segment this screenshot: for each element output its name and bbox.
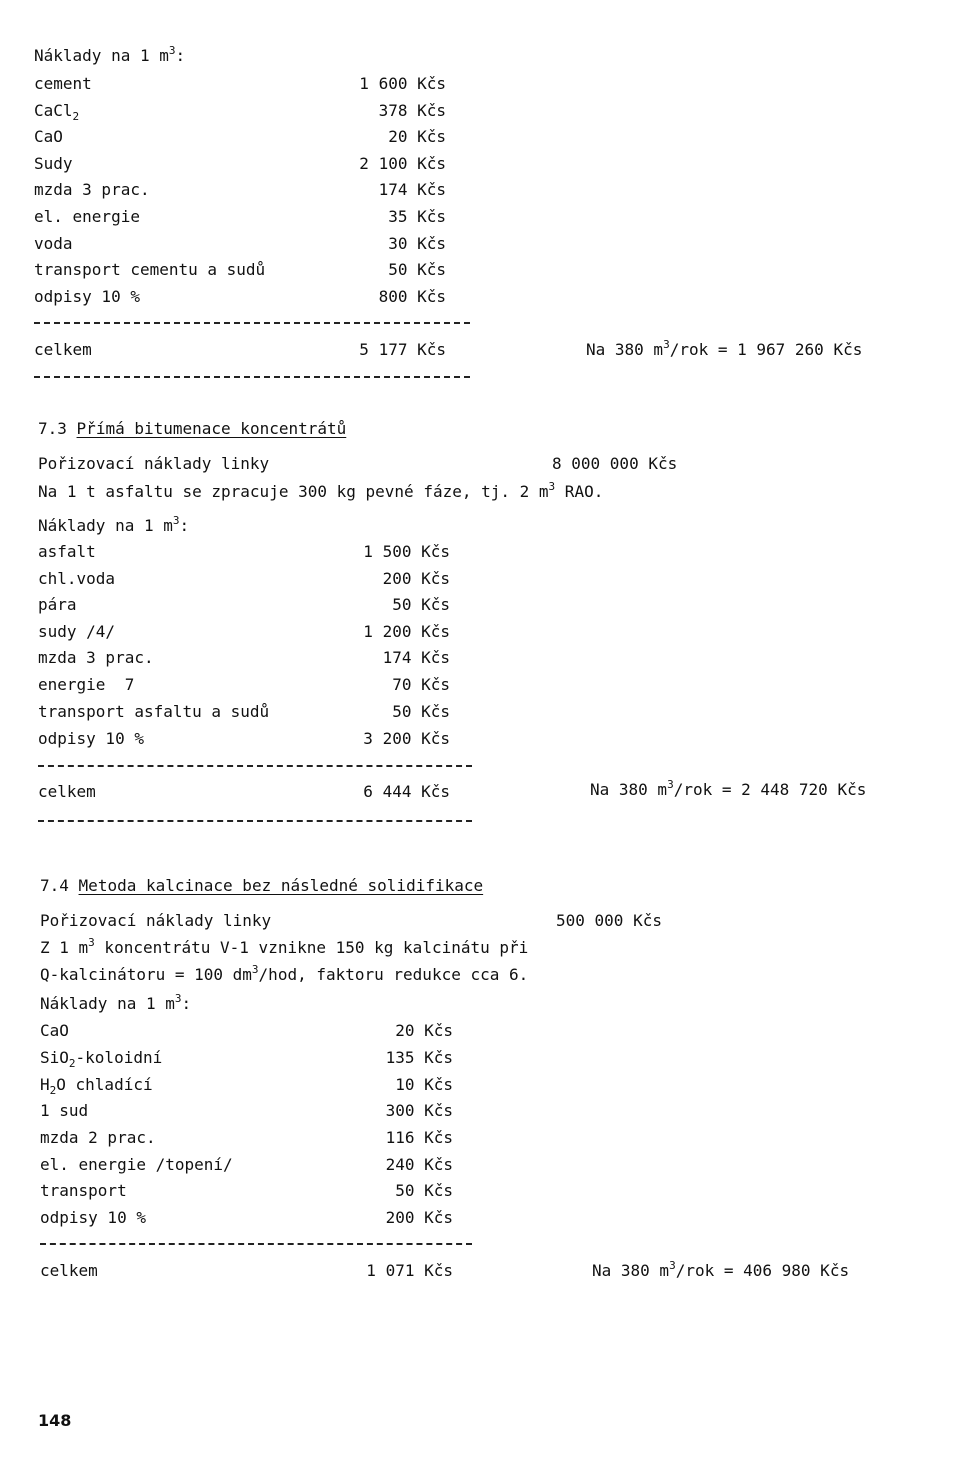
- annual-total: Na 380 $m^3$/rok = 1 967 260 Kčs: [586, 338, 863, 359]
- cost-label: $H_2O$ chladící: [40, 1075, 153, 1097]
- cost-amount: 800 Kčs: [378, 287, 446, 306]
- costs-heading-1: Náklady na 1 $m^3$:: [34, 44, 186, 65]
- cost-amount: 1 500 Kčs: [363, 542, 450, 561]
- investment-amount: 8 000 000 Kčs: [552, 454, 678, 473]
- cost-label: sudy /4/: [38, 622, 116, 641]
- cost-amount: 378 Kčs: [378, 101, 446, 120]
- cost-label: mzda 2 prac.: [40, 1128, 156, 1147]
- cost-amount: 2 100 Kčs: [359, 154, 446, 173]
- cost-amount: 1 200 Kčs: [363, 622, 450, 641]
- cost-label: chl.voda: [38, 569, 116, 588]
- cost-amount: 200 Kčs: [385, 1208, 453, 1227]
- process-note-2: Q-kalcinátoru = 100 $dm^3$/hod, faktoru redukce cca 6.: [40, 963, 529, 984]
- total-label: celkem: [40, 1261, 98, 1280]
- investment-label: Pořizovací náklady linky: [38, 454, 270, 473]
- cost-label: asfalt: [38, 542, 96, 561]
- annual-total: Na 380 $m^3$/rok = 406 980 Kčs: [592, 1259, 850, 1280]
- cost-amount: 30 Kčs: [388, 234, 446, 253]
- dashed-divider: [38, 820, 472, 822]
- dashed-divider: [40, 1243, 472, 1245]
- cost-label: energie 7: [38, 675, 135, 694]
- cost-amount: 50 Kčs: [392, 702, 450, 721]
- cost-amount: 1 600 Kčs: [359, 74, 446, 93]
- cost-amount: 116 Kčs: [385, 1128, 453, 1147]
- cost-label: el. energie /topení/: [40, 1155, 233, 1174]
- cost-label: 1 sud: [40, 1101, 89, 1120]
- cost-label: CaCl$_2$: [34, 101, 80, 123]
- page-number: 148: [38, 1411, 72, 1430]
- cost-label: transport cementu a sudů: [34, 260, 266, 279]
- costs-heading-3: Náklady na 1 $m^3$:: [40, 992, 192, 1013]
- cost-amount: 300 Kčs: [385, 1101, 453, 1120]
- cost-label: odpisy 10 %: [38, 729, 144, 748]
- cost-label: odpisy 10 %: [40, 1208, 146, 1227]
- total-amount: 1 071 Kčs: [366, 1261, 453, 1280]
- total-amount: 5 177 Kčs: [359, 340, 446, 359]
- cost-amount: 50 Kčs: [388, 260, 446, 279]
- cost-amount: 135 Kčs: [385, 1048, 453, 1067]
- section-title-7-3: 7.3 Přímá bitumenace koncentrátů: [38, 419, 347, 438]
- cost-amount: 174 Kčs: [382, 648, 450, 667]
- total-label: celkem: [34, 340, 92, 359]
- cost-label: transport asfaltu a sudů: [38, 702, 270, 721]
- cost-label: SiO$_2$-koloidní: [40, 1048, 163, 1070]
- process-note-1: Z 1 $m^3$ koncentrátu V-1 vznikne 150 kg kalcinátu při: [40, 936, 529, 957]
- cost-label: odpisy 10 %: [34, 287, 140, 306]
- cost-label: Sudy: [34, 154, 73, 173]
- dashed-divider: [38, 765, 472, 767]
- cost-amount: 50 Kčs: [392, 595, 450, 614]
- cost-label: pára: [38, 595, 77, 614]
- cost-amount: 3 200 Kčs: [363, 729, 450, 748]
- total-label: celkem: [38, 782, 96, 801]
- cost-amount: 200 Kčs: [382, 569, 450, 588]
- cost-label: CaO: [40, 1021, 69, 1040]
- dashed-divider: [34, 376, 470, 378]
- cost-label: mzda 3 prac.: [34, 180, 150, 199]
- cost-amount: 70 Kčs: [392, 675, 450, 694]
- cost-label: el. energie: [34, 207, 140, 226]
- cost-amount: 174 Kčs: [378, 180, 446, 199]
- cost-amount: 10 Kčs: [395, 1075, 453, 1094]
- section-title-7-4: 7.4 Metoda kalcinace bez následné solidifikace: [40, 876, 484, 895]
- cost-label: mzda 3 prac.: [38, 648, 154, 667]
- cost-amount: 20 Kčs: [388, 127, 446, 146]
- cost-amount: 35 Kčs: [388, 207, 446, 226]
- dashed-divider: [34, 322, 470, 324]
- process-note: Na 1 t asfaltu se zpracuje 300 kg pevné fáze, tj. 2 $m^3$ RAO.: [38, 480, 604, 501]
- cost-amount: 240 Kčs: [385, 1155, 453, 1174]
- investment-label: Pořizovací náklady linky: [40, 911, 272, 930]
- cost-amount: 20 Kčs: [395, 1021, 453, 1040]
- cost-label: voda: [34, 234, 73, 253]
- investment-amount: 500 000 Kčs: [556, 911, 662, 930]
- cost-label: CaO: [34, 127, 63, 146]
- total-amount: 6 444 Kčs: [363, 782, 450, 801]
- cost-label: transport: [40, 1181, 127, 1200]
- annual-total: Na 380 $m^3$/rok = 2 448 720 Kčs: [590, 778, 867, 799]
- costs-heading-2: Náklady na 1 $m^3$:: [38, 514, 190, 535]
- cost-amount: 50 Kčs: [395, 1181, 453, 1200]
- cost-label: cement: [34, 74, 92, 93]
